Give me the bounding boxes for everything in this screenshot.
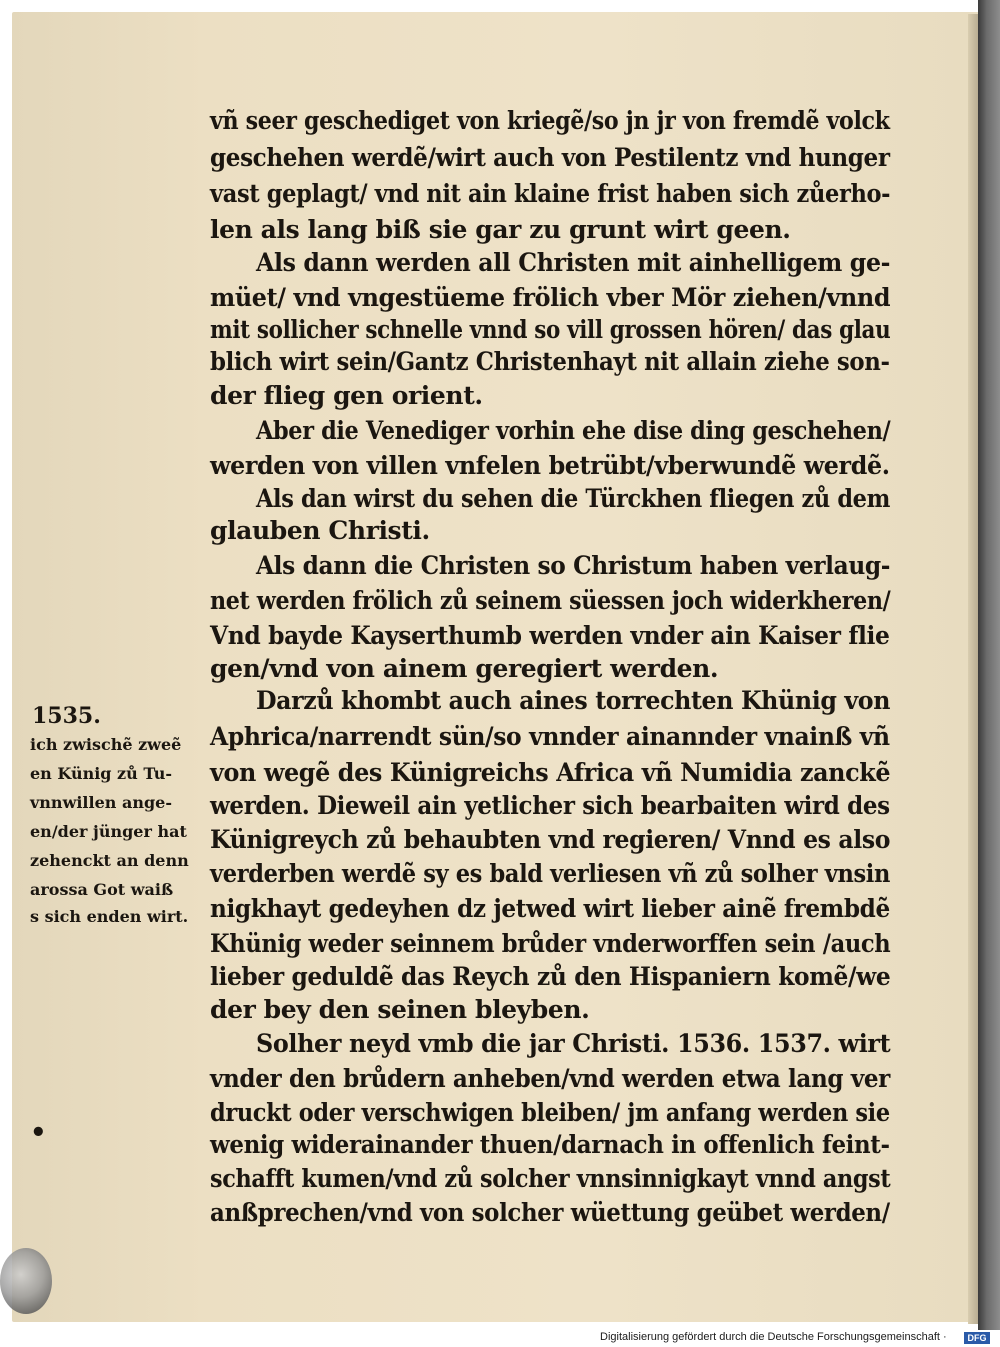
- body-line: werden von villen vnfelen betrübt/vberwundẽ werdẽ.: [210, 451, 890, 480]
- body-line: gen/vnd von ainem geregiert werden.: [210, 654, 719, 683]
- margin-line: en/der jünger hat: [30, 822, 187, 841]
- body-line: wenig widerainander thuen/darnach in offenlich feint-: [210, 1130, 890, 1159]
- body-line: Khünig weder seinnem brůder vnderworffen sein /auch: [210, 929, 891, 958]
- footer-credit: Digitalisierung gefördert durch die Deutsche Forschungsgemeinschaft ·: [600, 1331, 947, 1343]
- body-line: vast geplagt/ vnd nit ain klaine frist haben sich zůerho-: [210, 179, 891, 208]
- body-line: Aphrica/narrendt sün/so vnnder ainannder vnainß vñ: [210, 722, 890, 751]
- margin-line: s sich enden wirt.: [30, 907, 189, 926]
- margin-line: ich zwischẽ zweẽ: [30, 735, 182, 754]
- body-line: net werden frölich zů seinem süessen joch widerkheren/: [210, 586, 891, 615]
- body-line: Künigreych zů behaubten vnd regieren/ Vnnd es also: [210, 825, 891, 854]
- page-edge: [968, 14, 978, 1324]
- body-line: von wegẽ des Künigreichs Africa vñ Numidia zanckẽ: [210, 758, 891, 787]
- body-line: Vnd bayde Kayserthumb werden vnder ain Kaiser flie: [210, 621, 890, 650]
- body-line: müet/ vnd vngestüeme frölich vber Mör ziehen/vnnd: [210, 283, 891, 312]
- body-line: geschehen werdẽ/wirt auch von Pestilentz vnd hunger: [210, 143, 890, 172]
- body-line: Als dann die Christen so Christum haben verlaug-: [256, 551, 891, 580]
- body-line: vnder den brůdern anheben/vnd werden etwa lang ver: [210, 1064, 890, 1093]
- body-line: nigkhayt gedeyhen dz jetwed wirt lieber ainẽ frembdẽ: [210, 894, 890, 923]
- body-line: Als dan wirst du sehen die Türckhen fliegen zů dem: [256, 484, 891, 513]
- body-line: glauben Christi.: [210, 516, 430, 545]
- body-line: Solher neyd vmb die jar Christi. 1536. 1537. wirt: [256, 1029, 891, 1058]
- body-line: druckt oder verschwigen bleiben/ jm anfang werden sie: [210, 1098, 890, 1127]
- margin-year: 1535.: [32, 703, 101, 729]
- body-line: Als dann werden all Christen mit ainhelligem ge-: [256, 248, 891, 277]
- body-line: schafft kumen/vnd zů solcher vnnsinnigkayt vnnd angst: [210, 1164, 891, 1193]
- body-line: verderben werdẽ sy es bald verliesen vñ zů solher vnsin: [210, 859, 890, 888]
- page-weight: [0, 1248, 52, 1314]
- margin-line: vnnwillen ange-: [30, 793, 172, 812]
- body-line: blich wirt sein/Gantz Christenhayt nit allain ziehe son-: [210, 347, 890, 376]
- body-line: len als lang biß sie gar zu grunt wirt geen.: [210, 215, 791, 244]
- dfg-logo: DFG: [964, 1332, 990, 1344]
- margin-bullet: •: [30, 1118, 47, 1148]
- margin-line: zehenckt an denn: [30, 851, 189, 870]
- body-line: Darzů khombt auch aines torrechten Khünig von: [256, 686, 891, 715]
- margin-line: en Künig zů Tu-: [30, 764, 173, 783]
- margin-line: arossa Got waiß: [30, 880, 174, 899]
- book-spine: [978, 0, 1000, 1330]
- body-line: anßprechen/vnd von solcher wüettung geübet werden/: [210, 1198, 890, 1227]
- body-line: mit sollicher schnelle vnnd so vill grossen hören/ das glau: [210, 315, 891, 344]
- body-line: vñ seer geschediget von kriegẽ/so jn jr von fremdẽ volck: [210, 106, 890, 135]
- body-line: Aber die Venediger vorhin ehe dise ding geschehen/: [256, 416, 891, 445]
- body-line: lieber geduldẽ das Reych zů den Hispaniern komẽ/we: [210, 962, 891, 991]
- body-line: der flieg gen orient.: [210, 381, 483, 410]
- body-line: werden. Dieweil ain yetlicher sich bearbaiten wird des: [210, 791, 890, 820]
- body-line: der bey den seinen bleyben.: [210, 995, 590, 1024]
